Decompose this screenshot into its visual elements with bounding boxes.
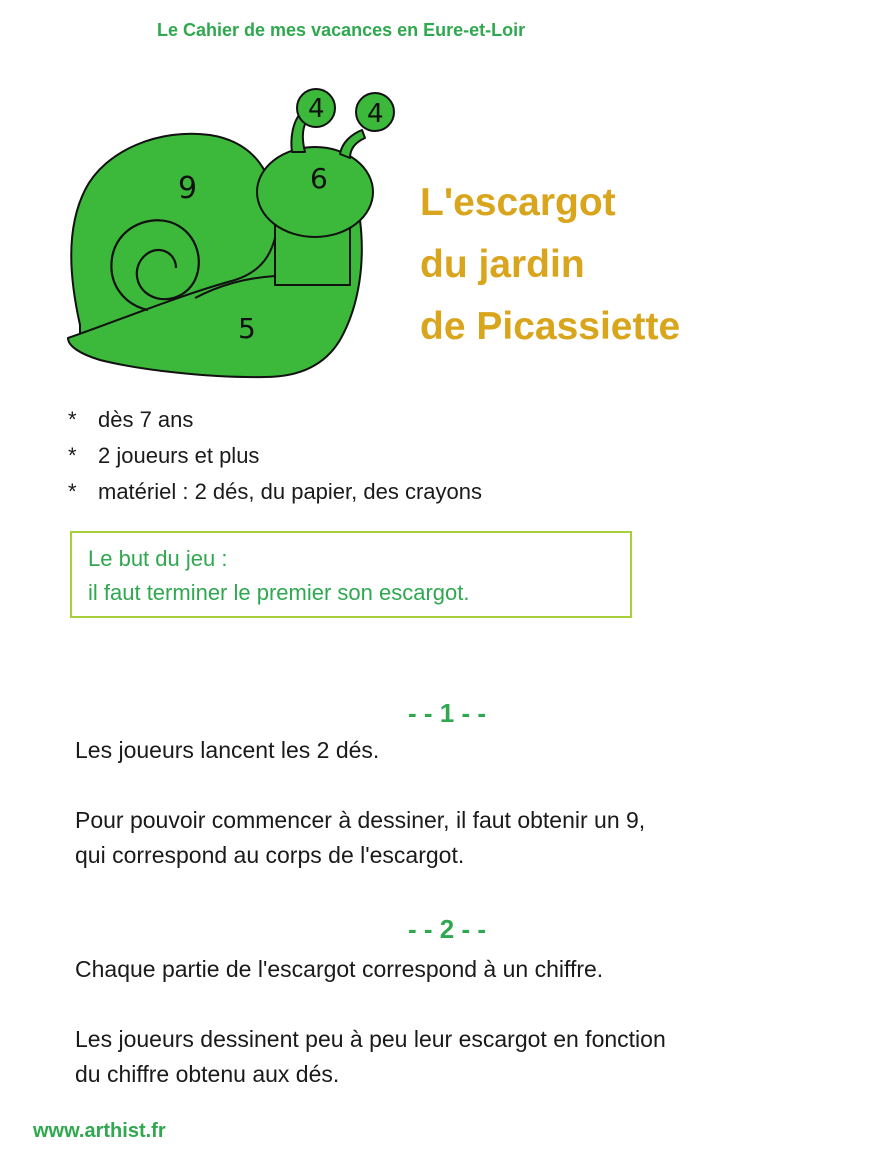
title-line-3: de Picassiette: [420, 305, 681, 348]
step-1-paragraph-1: Les joueurs lancent les 2 dés.: [75, 737, 380, 763]
goal-box: [70, 531, 632, 618]
snail-illustration: [60, 80, 384, 390]
website-link[interactable]: www.arthist.fr: [33, 1120, 166, 1142]
bullet: *: [68, 479, 77, 504]
game-title: [420, 172, 680, 358]
spec-item: * 2 joueurs et plus: [68, 438, 482, 474]
bullet: *: [68, 407, 77, 432]
number-antenna-left: 4: [308, 94, 325, 124]
title-line-2: du jardin: [420, 243, 585, 286]
number-shell: 9: [178, 171, 198, 206]
goal-text: il faut terminer le premier son escargot.: [88, 580, 470, 605]
step-2-number: - - 2 - -: [408, 914, 486, 944]
step-2-paragraph-1: Chaque partie de l'escargot correspond à un chiffre.: [75, 956, 604, 982]
snail-shape: [68, 89, 394, 377]
goal-heading: Le but du jeu :: [88, 546, 228, 571]
number-head: 6: [310, 162, 328, 195]
antenna-stalk-right: [340, 130, 365, 158]
step-1-number: - - 1 - -: [408, 698, 486, 728]
number-antenna-right: 4: [367, 99, 384, 129]
title-line-1: L'escargot: [420, 181, 616, 224]
game-specs-list: [68, 402, 482, 510]
step-1-paragraph-2: Pour pouvoir commencer à dessiner, il faut obtenir un 9, qui correspond au corps de l'escargot.: [75, 807, 646, 868]
step-2-paragraph-2: Les joueurs dessinent peu à peu leur escargot en fonction du chiffre obtenu aux dés.: [75, 1026, 666, 1087]
number-body: 5: [238, 312, 256, 345]
spec-item: * dès 7 ans: [68, 402, 482, 438]
bullet: *: [68, 443, 77, 468]
page-header: Le Cahier de mes vacances en Eure-et-Loir: [157, 20, 526, 40]
spec-item: * matériel : 2 dés, du papier, des crayons: [68, 474, 482, 510]
